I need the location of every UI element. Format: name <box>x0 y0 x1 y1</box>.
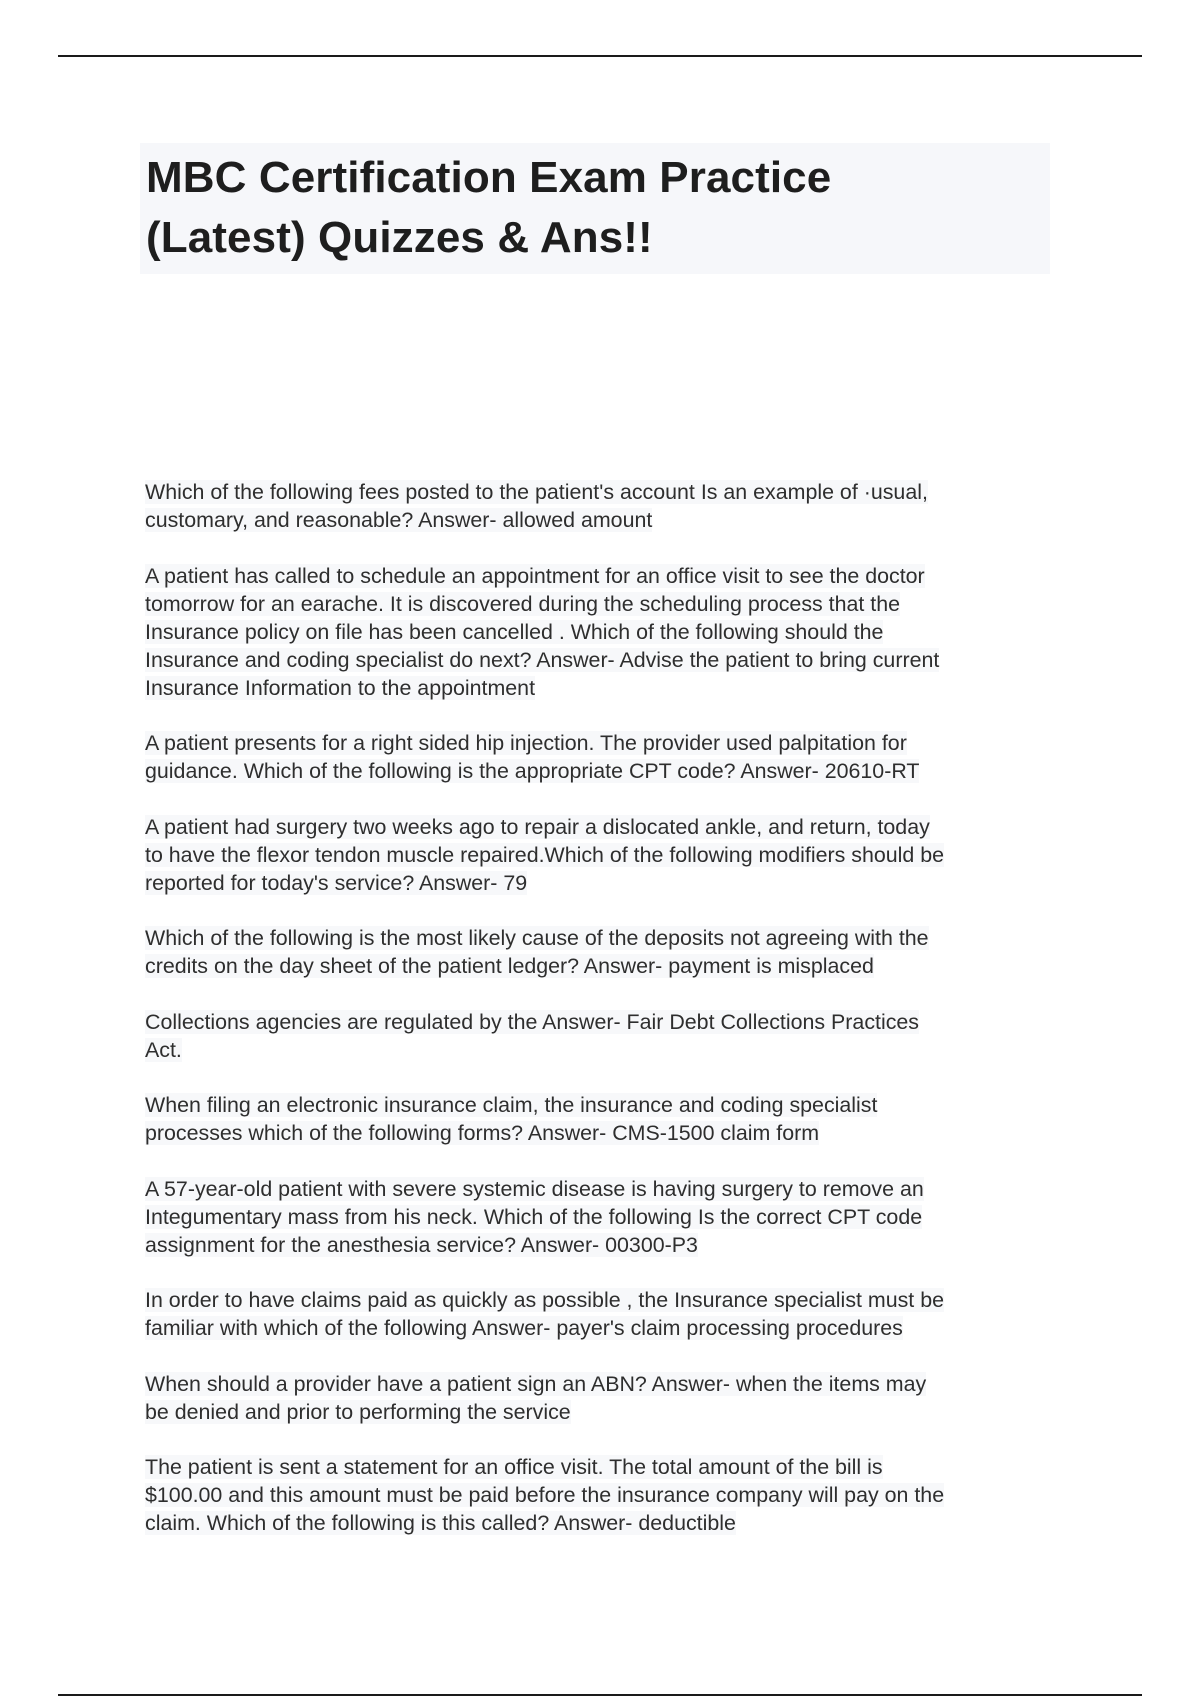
qa-line: Collections agencies are regulated by the Answer- Fair Debt Collections Practices <box>145 1009 920 1034</box>
qa-line: Insurance and coding specialist do next? Answer- Advise the patient to bring current <box>145 647 940 672</box>
qa-item <box>145 924 1060 980</box>
title-line: (Latest) Quizzes & Ans!! <box>146 213 653 262</box>
qa-line: When filing an electronic insurance claim, the insurance and coding specialist <box>145 1093 878 1117</box>
qa-item <box>145 1175 1060 1259</box>
qa-line: Insurance policy on file has been cancelled . Which of the following should the <box>145 619 884 644</box>
title-line: MBC Certification Exam Practice <box>146 153 832 202</box>
qa-line: assignment for the anesthesia service? Answer- 00300-P3 <box>145 1232 698 1257</box>
qa-item <box>145 813 1060 897</box>
qa-item <box>145 729 1060 785</box>
qa-item <box>145 478 1060 534</box>
qa-line: processes which of the following forms? Answer- CMS-1500 claim form <box>145 1121 820 1145</box>
qa-line: guidance. Which of the following is the appropriate CPT code? Answer- 20610-RT <box>145 759 920 783</box>
qa-line: customary, and reasonable? Answer- allowed amount <box>145 508 653 532</box>
qa-item <box>145 1453 1060 1537</box>
qa-line: When should a provider have a patient sign an ABN? Answer- when the items may <box>145 1371 927 1396</box>
qa-line: credits on the day sheet of the patient ledger? Answer- payment is misplaced <box>145 954 874 978</box>
qa-line: be denied and prior to performing the service <box>145 1399 571 1424</box>
qa-line: Which of the following is the most likely cause of the deposits not agreeing with the <box>145 926 929 950</box>
qa-line: Insurance Information to the appointment <box>145 675 536 700</box>
qa-list <box>145 478 1060 1565</box>
qa-line: Act. <box>145 1037 182 1062</box>
qa-item <box>145 1008 1060 1064</box>
qa-line: $100.00 and this amount must be paid before the insurance company will pay on the <box>145 1483 945 1507</box>
qa-line: A 57-year-old patient with severe systemic disease is having surgery to remove an <box>145 1176 924 1201</box>
document-title <box>140 143 1050 274</box>
qa-line: A patient presents for a right sided hip injection. The provider used palpitation for <box>145 731 907 755</box>
qa-line: familiar with which of the following Answer- payer's claim processing procedures <box>145 1316 903 1340</box>
qa-line: Integumentary mass from his neck. Which of the following Is the correct CPT code <box>145 1204 923 1229</box>
qa-line: A patient had surgery two weeks ago to repair a dislocated ankle, and return, today <box>145 814 930 839</box>
qa-item <box>145 1091 1060 1147</box>
qa-item <box>145 1286 1060 1342</box>
qa-line: The patient is sent a statement for an office visit. The total amount of the bill is <box>145 1455 883 1479</box>
footer-rule <box>58 1694 1142 1696</box>
qa-line: In order to have claims paid as quickly as possible , the Insurance specialist must be <box>145 1288 944 1312</box>
qa-line: A patient has called to schedule an appointment for an office visit to see the doctor <box>145 563 925 588</box>
qa-item <box>145 562 1060 702</box>
qa-line: tomorrow for an earache. It is discovered during the scheduling process that the <box>145 591 901 616</box>
qa-line: to have the flexor tendon muscle repaired.Which of the following modifiers should be <box>145 842 945 867</box>
qa-line: claim. Which of the following is this called? Answer- deductible <box>145 1511 736 1535</box>
qa-line: Which of the following fees posted to the patient's account Is an example of ·usual, <box>145 480 928 504</box>
qa-item <box>145 1370 1060 1426</box>
qa-line: reported for today's service? Answer- 79 <box>145 870 528 895</box>
header-rule <box>58 55 1142 57</box>
